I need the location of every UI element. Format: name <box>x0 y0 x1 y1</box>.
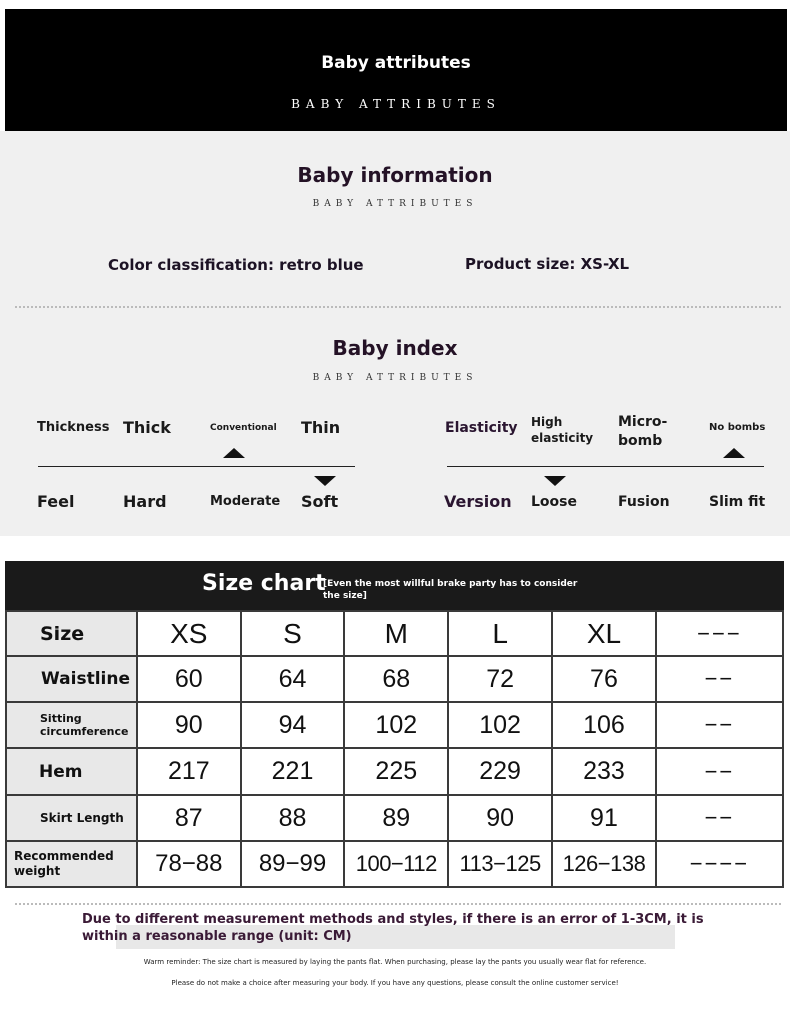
table-cell: 94 <box>241 702 345 748</box>
elasticity-option-high: High elasticity <box>531 415 594 445</box>
row-label-sitting-circumference: Sitting circumference <box>6 702 137 748</box>
info-subtitle: BABY ATTRIBUTES <box>312 199 478 209</box>
size-chart-note: [Even the most willful brake party has to consider the size] <box>323 579 578 601</box>
elasticity-version-axis <box>447 466 764 467</box>
row-label-skirt-length: Skirt Length <box>6 795 137 841</box>
row-label-recommended-weight: Recommended weight <box>6 841 137 887</box>
table-cell: −− <box>656 795 783 841</box>
elasticity-option-micro-bomb: Micro-bomb <box>618 414 668 449</box>
elasticity-label: Elasticity <box>445 420 518 436</box>
warm-reminder: Warm reminder: The size chart is measured by laying the pants flat. When purchasing, please lay the pants you usually wear flat for reference. <box>143 958 647 966</box>
version-option-fusion: Fusion <box>618 494 670 510</box>
table-cell: 113−125 <box>448 841 552 887</box>
table-cell: 225 <box>344 748 448 795</box>
feel-marker <box>314 476 336 486</box>
banner-title: Baby attributes <box>321 53 471 73</box>
table-cell: L <box>448 611 552 656</box>
row-label-hem: Hem <box>6 748 137 795</box>
product-size: Product size: XS-XL <box>465 255 630 273</box>
table-cell: 68 <box>344 656 448 702</box>
table-cell: XS <box>137 611 241 656</box>
size-chart-title: Size chart <box>202 571 326 596</box>
table-cell: 217 <box>137 748 241 795</box>
table-cell: 88 <box>241 795 345 841</box>
table-cell: −− <box>656 748 783 795</box>
elasticity-option-no-bombs: No bombs <box>709 422 766 433</box>
measurement-note: Due to different measurement methods and styles, if there is an error of 1-3CM, it is within a reasonable range (unit: CM) <box>82 912 704 944</box>
table-row <box>6 841 783 887</box>
version-label: Version <box>444 492 512 511</box>
banner-subtitle: BABY ATTRIBUTES <box>291 97 501 111</box>
table-cell: 89 <box>344 795 448 841</box>
feel-option-soft: Soft <box>301 492 339 511</box>
table-cell: 60 <box>137 656 241 702</box>
divider <box>15 306 781 308</box>
index-subtitle: BABY ATTRIBUTES <box>312 373 478 383</box>
footer-divider <box>15 903 781 905</box>
table-cell: −− <box>656 656 783 702</box>
table-cell: 76 <box>552 656 656 702</box>
table-cell: 90 <box>448 795 552 841</box>
row-label-waistline: Waistline <box>6 656 137 702</box>
table-cell: −− <box>656 702 783 748</box>
table-cell: 106 <box>552 702 656 748</box>
table-cell: M <box>344 611 448 656</box>
table-cell: S <box>241 611 345 656</box>
table-cell: 233 <box>552 748 656 795</box>
attributes-banner <box>5 9 787 131</box>
table-cell: −−−− <box>656 841 783 887</box>
table-cell: 87 <box>137 795 241 841</box>
customer-service-advice: Please do not make a choice after measuring your body. If you have any questions, please consult the online customer service! <box>171 979 619 987</box>
table-cell: 89−99 <box>241 841 345 887</box>
table-row <box>6 702 783 748</box>
table-cell: 90 <box>137 702 241 748</box>
info-title: Baby information <box>297 163 493 187</box>
thickness-marker <box>223 448 245 458</box>
table-row <box>6 795 783 841</box>
table-cell: −−− <box>656 611 783 656</box>
size-table <box>5 610 784 888</box>
info-panel <box>0 131 790 536</box>
version-marker <box>544 476 566 486</box>
table-cell: 221 <box>241 748 345 795</box>
feel-option-hard: Hard <box>123 492 167 511</box>
size-chart-header <box>5 561 784 611</box>
version-option-slim-fit: Slim fit <box>709 494 766 510</box>
table-cell: 64 <box>241 656 345 702</box>
feel-label: Feel <box>37 492 75 511</box>
index-title: Baby index <box>332 336 458 360</box>
table-row <box>6 748 783 795</box>
table-cell: 102 <box>344 702 448 748</box>
thickness-label: Thickness <box>37 420 110 435</box>
table-cell: XL <box>552 611 656 656</box>
elasticity-marker <box>723 448 745 458</box>
table-cell: 100−112 <box>344 841 448 887</box>
thickness-option-thin: Thin <box>301 418 341 437</box>
thickness-option-thick: Thick <box>123 418 171 437</box>
table-cell: 126−138 <box>552 841 656 887</box>
color-classification: Color classification: retro blue <box>108 256 364 274</box>
feel-option-moderate: Moderate <box>210 494 281 509</box>
table-row <box>6 656 783 702</box>
table-cell: 91 <box>552 795 656 841</box>
thickness-option-conventional: Conventional <box>210 423 277 433</box>
table-cell: 78−88 <box>137 841 241 887</box>
table-row <box>6 611 783 656</box>
table-cell: 72 <box>448 656 552 702</box>
table-cell: 102 <box>448 702 552 748</box>
table-cell: 229 <box>448 748 552 795</box>
thickness-feel-axis <box>38 466 355 467</box>
version-option-loose: Loose <box>531 494 577 510</box>
row-label-size: Size <box>6 611 137 656</box>
